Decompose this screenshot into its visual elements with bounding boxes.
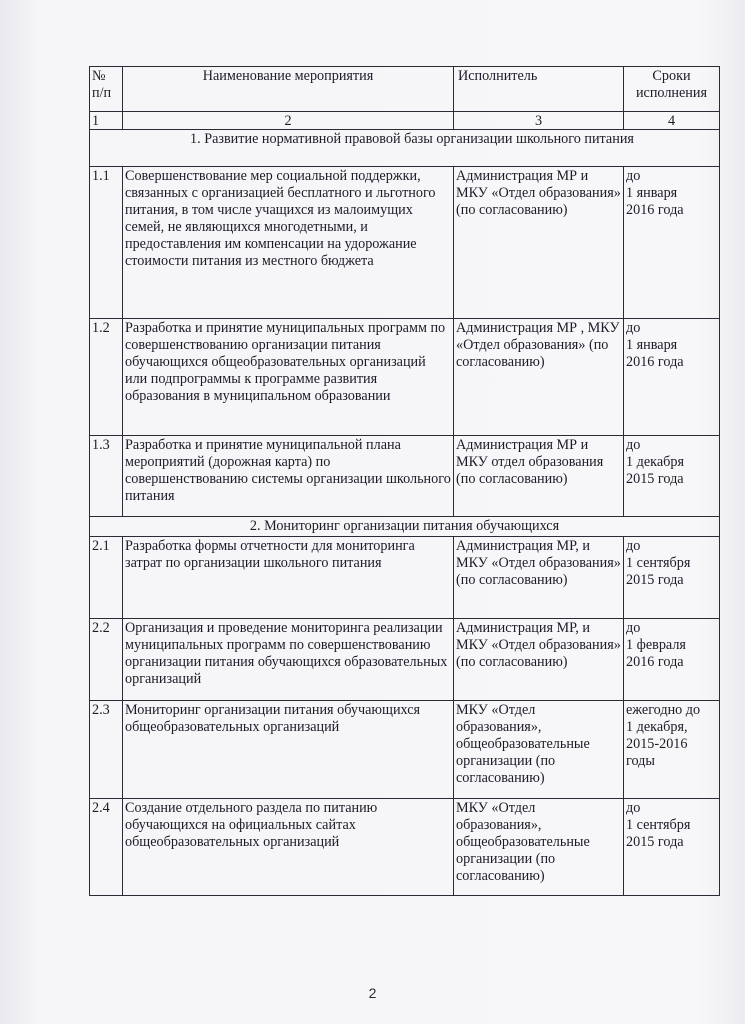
row-event-name: Организация и проведение мониторинга реализации муниципальных программ по совершенствованию организации питания обучающихся образовательных организаций [123, 619, 454, 701]
table-row [90, 537, 720, 619]
row-number: 1.3 [90, 436, 123, 517]
row-executor: Администрация МР , МКУ «Отдел образования» (по согласованию) [454, 319, 624, 436]
header-event-name: Наименование мероприятия [123, 67, 454, 112]
row-number: 2.3 [90, 701, 123, 799]
section-row [90, 517, 720, 537]
section-title: 1. Развитие нормативной правовой базы организации школьного питания [90, 130, 720, 167]
page-number: 2 [368, 985, 377, 1001]
row-event-name: Совершенствование мер социальной поддержки, связанных с организацией бесплатного и льготного питания, в том числе учащихся из малоимущих семей, не являющихся многодетными, и предоставления им компенсации на удорожание стоимости питания из местного бюджета [123, 167, 454, 319]
column-index: 4 [624, 112, 720, 130]
header-number: № п/п [90, 67, 123, 112]
table-row [90, 436, 720, 517]
row-event-name: Мониторинг организации питания обучающихся общеобразовательных организаций [123, 701, 454, 799]
row-event-name: Разработка формы отчетности для мониторинга затрат по организации школьного питания [123, 537, 454, 619]
row-event-name: Разработка и принятие муниципальной плана мероприятий (дорожная карта) по совершенствованию системы организации школьного питания [123, 436, 454, 517]
column-index: 3 [454, 112, 624, 130]
events-table [89, 66, 720, 896]
table-row [90, 799, 720, 896]
section-title: 2. Мониторинг организации питания обучающихся [90, 517, 720, 537]
row-executor: Администрация МР и МКУ «Отдел образования» (по согласованию) [454, 167, 624, 319]
row-term: до 1 января 2016 года [624, 167, 720, 319]
row-term: до 1 декабря 2015 года [624, 436, 720, 517]
row-event-name: Разработка и принятие муниципальных программ по совершенствованию организации питания обучающихся общеобразовательных организаций или подпрограммы к программе развития образования в муниципальном образовании [123, 319, 454, 436]
header-term: Сроки исполнения [624, 67, 720, 112]
table-header-row [90, 67, 720, 112]
column-index: 2 [123, 112, 454, 130]
table-row [90, 701, 720, 799]
row-number: 2.2 [90, 619, 123, 701]
section-row [90, 130, 720, 167]
table-row [90, 619, 720, 701]
row-number: 2.1 [90, 537, 123, 619]
row-term: до 1 сентября 2015 года [624, 537, 720, 619]
row-term: до 1 января 2016 года [624, 319, 720, 436]
row-number: 1.2 [90, 319, 123, 436]
table-row [90, 167, 720, 319]
table-row [90, 319, 720, 436]
row-number: 2.4 [90, 799, 123, 896]
row-number: 1.1 [90, 167, 123, 319]
row-term: до 1 сентября 2015 года [624, 799, 720, 896]
row-executor: МКУ «Отдел образования», общеобразовательные организации (по согласованию) [454, 701, 624, 799]
row-executor: Администрация МР и МКУ отдел образования (по согласованию) [454, 436, 624, 517]
row-term: ежегодно до 1 декабря, 2015-2016 годы [624, 701, 720, 799]
row-executor: МКУ «Отдел образования», общеобразовательные организации (по согласованию) [454, 799, 624, 896]
column-index-row [90, 112, 720, 130]
row-term: до 1 февраля 2016 года [624, 619, 720, 701]
column-index: 1 [90, 112, 123, 130]
row-executor: Администрация МР, и МКУ «Отдел образования» (по согласованию) [454, 537, 624, 619]
row-event-name: Создание отдельного раздела по питанию обучающихся на официальных сайтах общеобразовательных организаций [123, 799, 454, 896]
row-executor: Администрация МР, и МКУ «Отдел образования» (по согласованию) [454, 619, 624, 701]
header-executor: Исполнитель [454, 67, 624, 112]
